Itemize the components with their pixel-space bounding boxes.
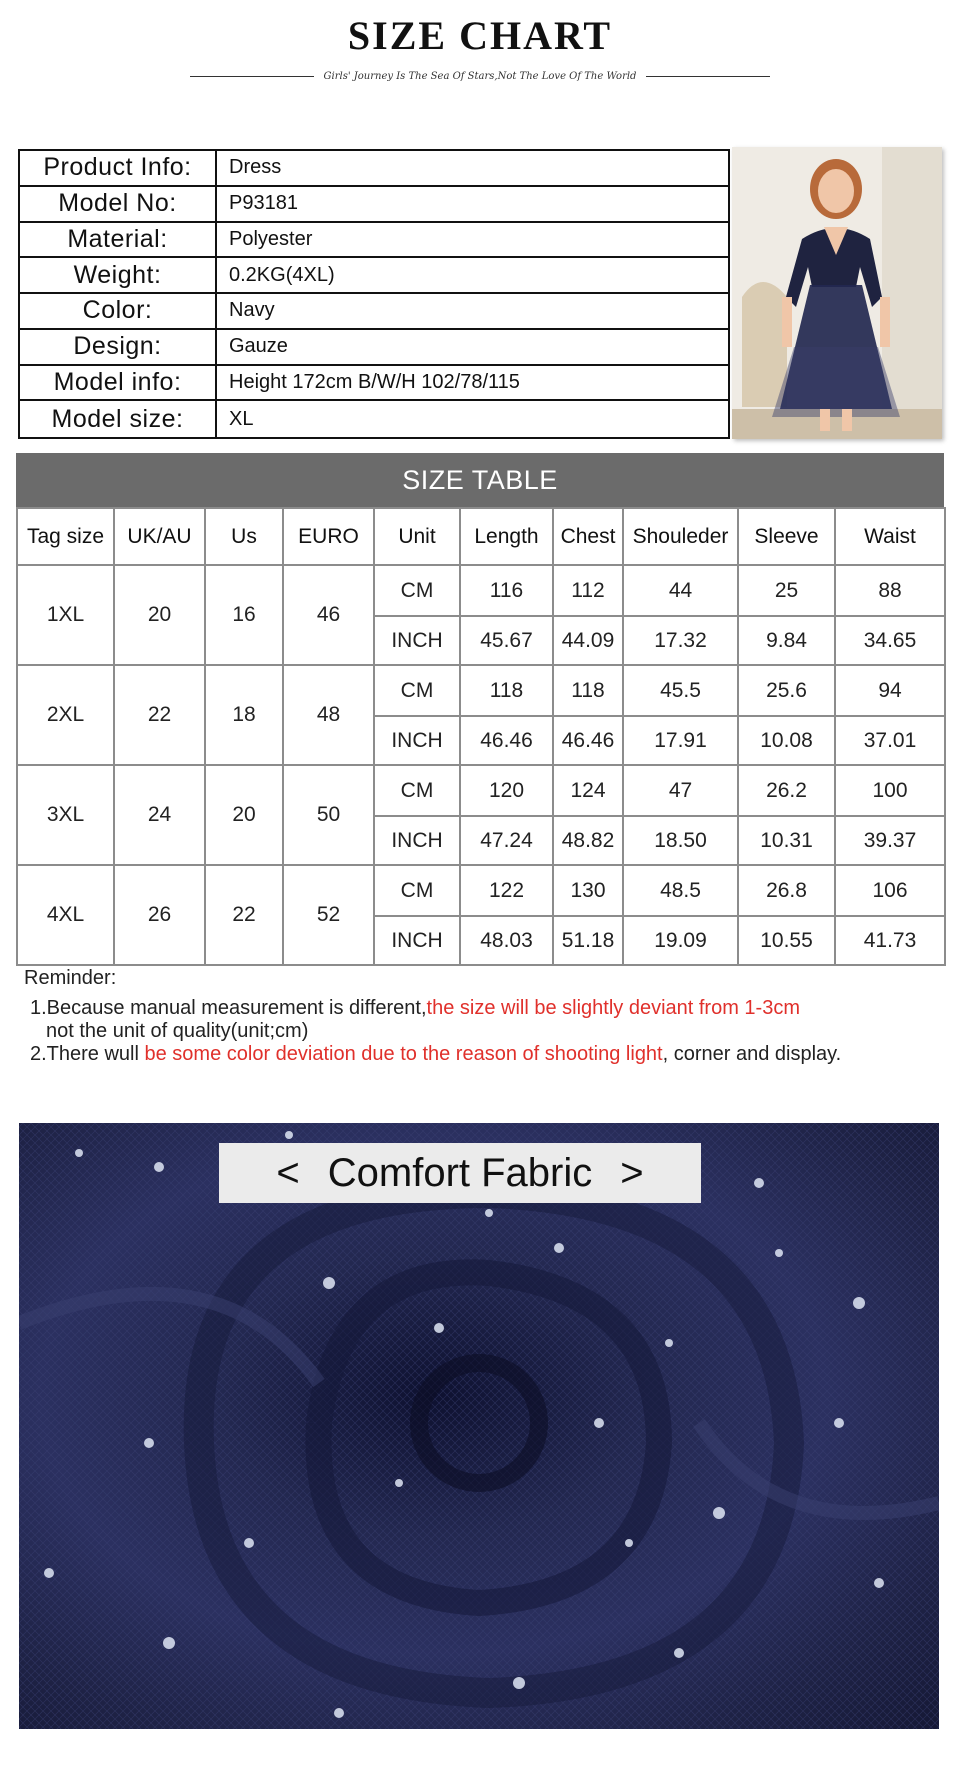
- uk-cell: 20: [114, 565, 205, 665]
- shoulder-cell: 44: [623, 565, 738, 616]
- banner-right-mark: >: [620, 1150, 644, 1195]
- info-value: Dress: [217, 151, 728, 187]
- tagline-row: [190, 66, 770, 86]
- chest-cell: 118: [553, 665, 623, 716]
- tagline-divider-right: [646, 76, 770, 77]
- length-cell: 45.67: [460, 616, 553, 665]
- info-label: Model info:: [20, 366, 217, 402]
- table-row: [17, 865, 945, 916]
- euro-cell: 46: [283, 565, 374, 665]
- info-value: XL: [229, 407, 254, 430]
- info-label: Model size:: [20, 401, 217, 437]
- chest-cell: 51.18: [553, 916, 623, 965]
- reminder-text: , corner and display.: [662, 1043, 842, 1065]
- fabric-banner: [219, 1143, 701, 1203]
- shoulder-cell: 18.50: [623, 816, 738, 865]
- table-row: [17, 665, 945, 716]
- sleeve-cell: 26.8: [738, 865, 835, 916]
- info-value: Gauze: [217, 330, 728, 366]
- euro-cell: 52: [283, 865, 374, 965]
- column-header: Chest: [553, 508, 623, 565]
- tag-size-cell: 2XL: [17, 665, 114, 765]
- chest-cell: 46.46: [553, 716, 623, 765]
- waist-cell: 37.01: [835, 716, 945, 765]
- shoulder-cell: 48.5: [623, 865, 738, 916]
- reminder-text: 2.There wull: [30, 1043, 145, 1065]
- us-cell: 20: [205, 765, 283, 865]
- sleeve-cell: 9.84: [738, 616, 835, 665]
- waist-cell: 88: [835, 565, 945, 616]
- shoulder-cell: 47: [623, 765, 738, 816]
- waist-cell: 34.65: [835, 616, 945, 665]
- info-value: P93181: [217, 187, 728, 223]
- shoulder-cell: 19.09: [623, 916, 738, 965]
- length-cell: 120: [460, 765, 553, 816]
- fabric-photo: [19, 1123, 939, 1729]
- shoulder-cell: 17.32: [623, 616, 738, 665]
- chest-cell: 130: [553, 865, 623, 916]
- column-header: UK/AU: [114, 508, 205, 565]
- column-header: Us: [205, 508, 283, 565]
- unit-cell: INCH: [374, 916, 460, 965]
- waist-cell: 39.37: [835, 816, 945, 865]
- unit-cell: INCH: [374, 716, 460, 765]
- info-label: Model No:: [20, 187, 217, 223]
- waist-cell: 94: [835, 665, 945, 716]
- column-header: Length: [460, 508, 553, 565]
- info-label: Material:: [20, 223, 217, 259]
- reminder-highlight: be some color deviation due to the reason of shooting light: [144, 1043, 663, 1065]
- waist-cell: 100: [835, 765, 945, 816]
- uk-cell: 24: [114, 765, 205, 865]
- sleeve-cell: 10.08: [738, 716, 835, 765]
- us-cell: 22: [205, 865, 283, 965]
- tag-size-cell: 4XL: [17, 865, 114, 965]
- reminder-title: Reminder:: [24, 967, 117, 989]
- shoulder-cell: 17.91: [623, 716, 738, 765]
- unit-cell: CM: [374, 865, 460, 916]
- size-table-header: [17, 508, 945, 565]
- sleeve-cell: 26.2: [738, 765, 835, 816]
- tagline-divider-left: [190, 76, 314, 77]
- column-header: Tag size: [17, 508, 114, 565]
- chest-cell: 48.82: [553, 816, 623, 865]
- tag-size-cell: 3XL: [17, 765, 114, 865]
- tag-size-cell: 1XL: [17, 565, 114, 665]
- info-value: Height 172cm B/W/H 102/78/115: [217, 366, 728, 402]
- column-header: Shouleder: [623, 508, 738, 565]
- banner-label: Comfort Fabric: [327, 1150, 593, 1195]
- info-label: Weight:: [20, 258, 217, 294]
- info-value: 0.2KG(4XL): [217, 258, 728, 294]
- product-info-table: [18, 149, 730, 439]
- unit-cell: CM: [374, 565, 460, 616]
- waist-cell: 41.73: [835, 916, 945, 965]
- reminder-text: 1.Because manual measurement is different,: [30, 997, 427, 1019]
- sleeve-cell: 25.6: [738, 665, 835, 716]
- us-cell: 16: [205, 565, 283, 665]
- info-label: Product Info:: [20, 151, 217, 187]
- column-header: Waist: [835, 508, 945, 565]
- euro-cell: 50: [283, 765, 374, 865]
- fabric-illustration: [19, 1123, 939, 1729]
- chest-cell: 112: [553, 565, 623, 616]
- reminder-line-1-sub: not the unit of quality(unit;cm): [46, 1020, 309, 1042]
- unit-cell: INCH: [374, 616, 460, 665]
- info-value: Navy: [217, 294, 728, 330]
- info-label: Design:: [20, 330, 217, 366]
- length-cell: 118: [460, 665, 553, 716]
- sleeve-cell: 10.31: [738, 816, 835, 865]
- uk-cell: 22: [114, 665, 205, 765]
- model-illustration: [732, 147, 942, 439]
- chest-cell: 124: [553, 765, 623, 816]
- unit-cell: CM: [374, 665, 460, 716]
- banner-left-mark: <: [276, 1150, 300, 1195]
- unit-cell: CM: [374, 765, 460, 816]
- length-cell: 47.24: [460, 816, 553, 865]
- reminder-section: [24, 967, 944, 1066]
- column-header: Sleeve: [738, 508, 835, 565]
- table-row: [17, 565, 945, 616]
- model-photo: [732, 147, 942, 439]
- waist-cell: 106: [835, 865, 945, 916]
- size-table-title: SIZE TABLE: [16, 453, 944, 507]
- column-header: EURO: [283, 508, 374, 565]
- uk-cell: 26: [114, 865, 205, 965]
- page-title: SIZE CHART: [347, 13, 613, 58]
- table-row: [17, 765, 945, 816]
- length-cell: 48.03: [460, 916, 553, 965]
- reminder-line-2: [30, 1042, 944, 1066]
- euro-cell: 48: [283, 665, 374, 765]
- us-cell: 18: [205, 665, 283, 765]
- reminder-line-1: [30, 996, 944, 1020]
- unit-cell: INCH: [374, 816, 460, 865]
- length-cell: 46.46: [460, 716, 553, 765]
- shoulder-cell: 45.5: [623, 665, 738, 716]
- info-label: Color:: [20, 294, 217, 330]
- size-table: [16, 507, 946, 966]
- column-header: Unit: [374, 508, 460, 565]
- tagline: Girls' Journey Is The Sea Of Stars,Not The Love Of The World: [323, 70, 637, 82]
- sleeve-cell: 25: [738, 565, 835, 616]
- length-cell: 122: [460, 865, 553, 916]
- length-cell: 116: [460, 565, 553, 616]
- chest-cell: 44.09: [553, 616, 623, 665]
- info-value: Polyester: [217, 223, 728, 259]
- sleeve-cell: 10.55: [738, 916, 835, 965]
- reminder-highlight: the size will be slightly deviant from 1-3cm: [426, 997, 800, 1019]
